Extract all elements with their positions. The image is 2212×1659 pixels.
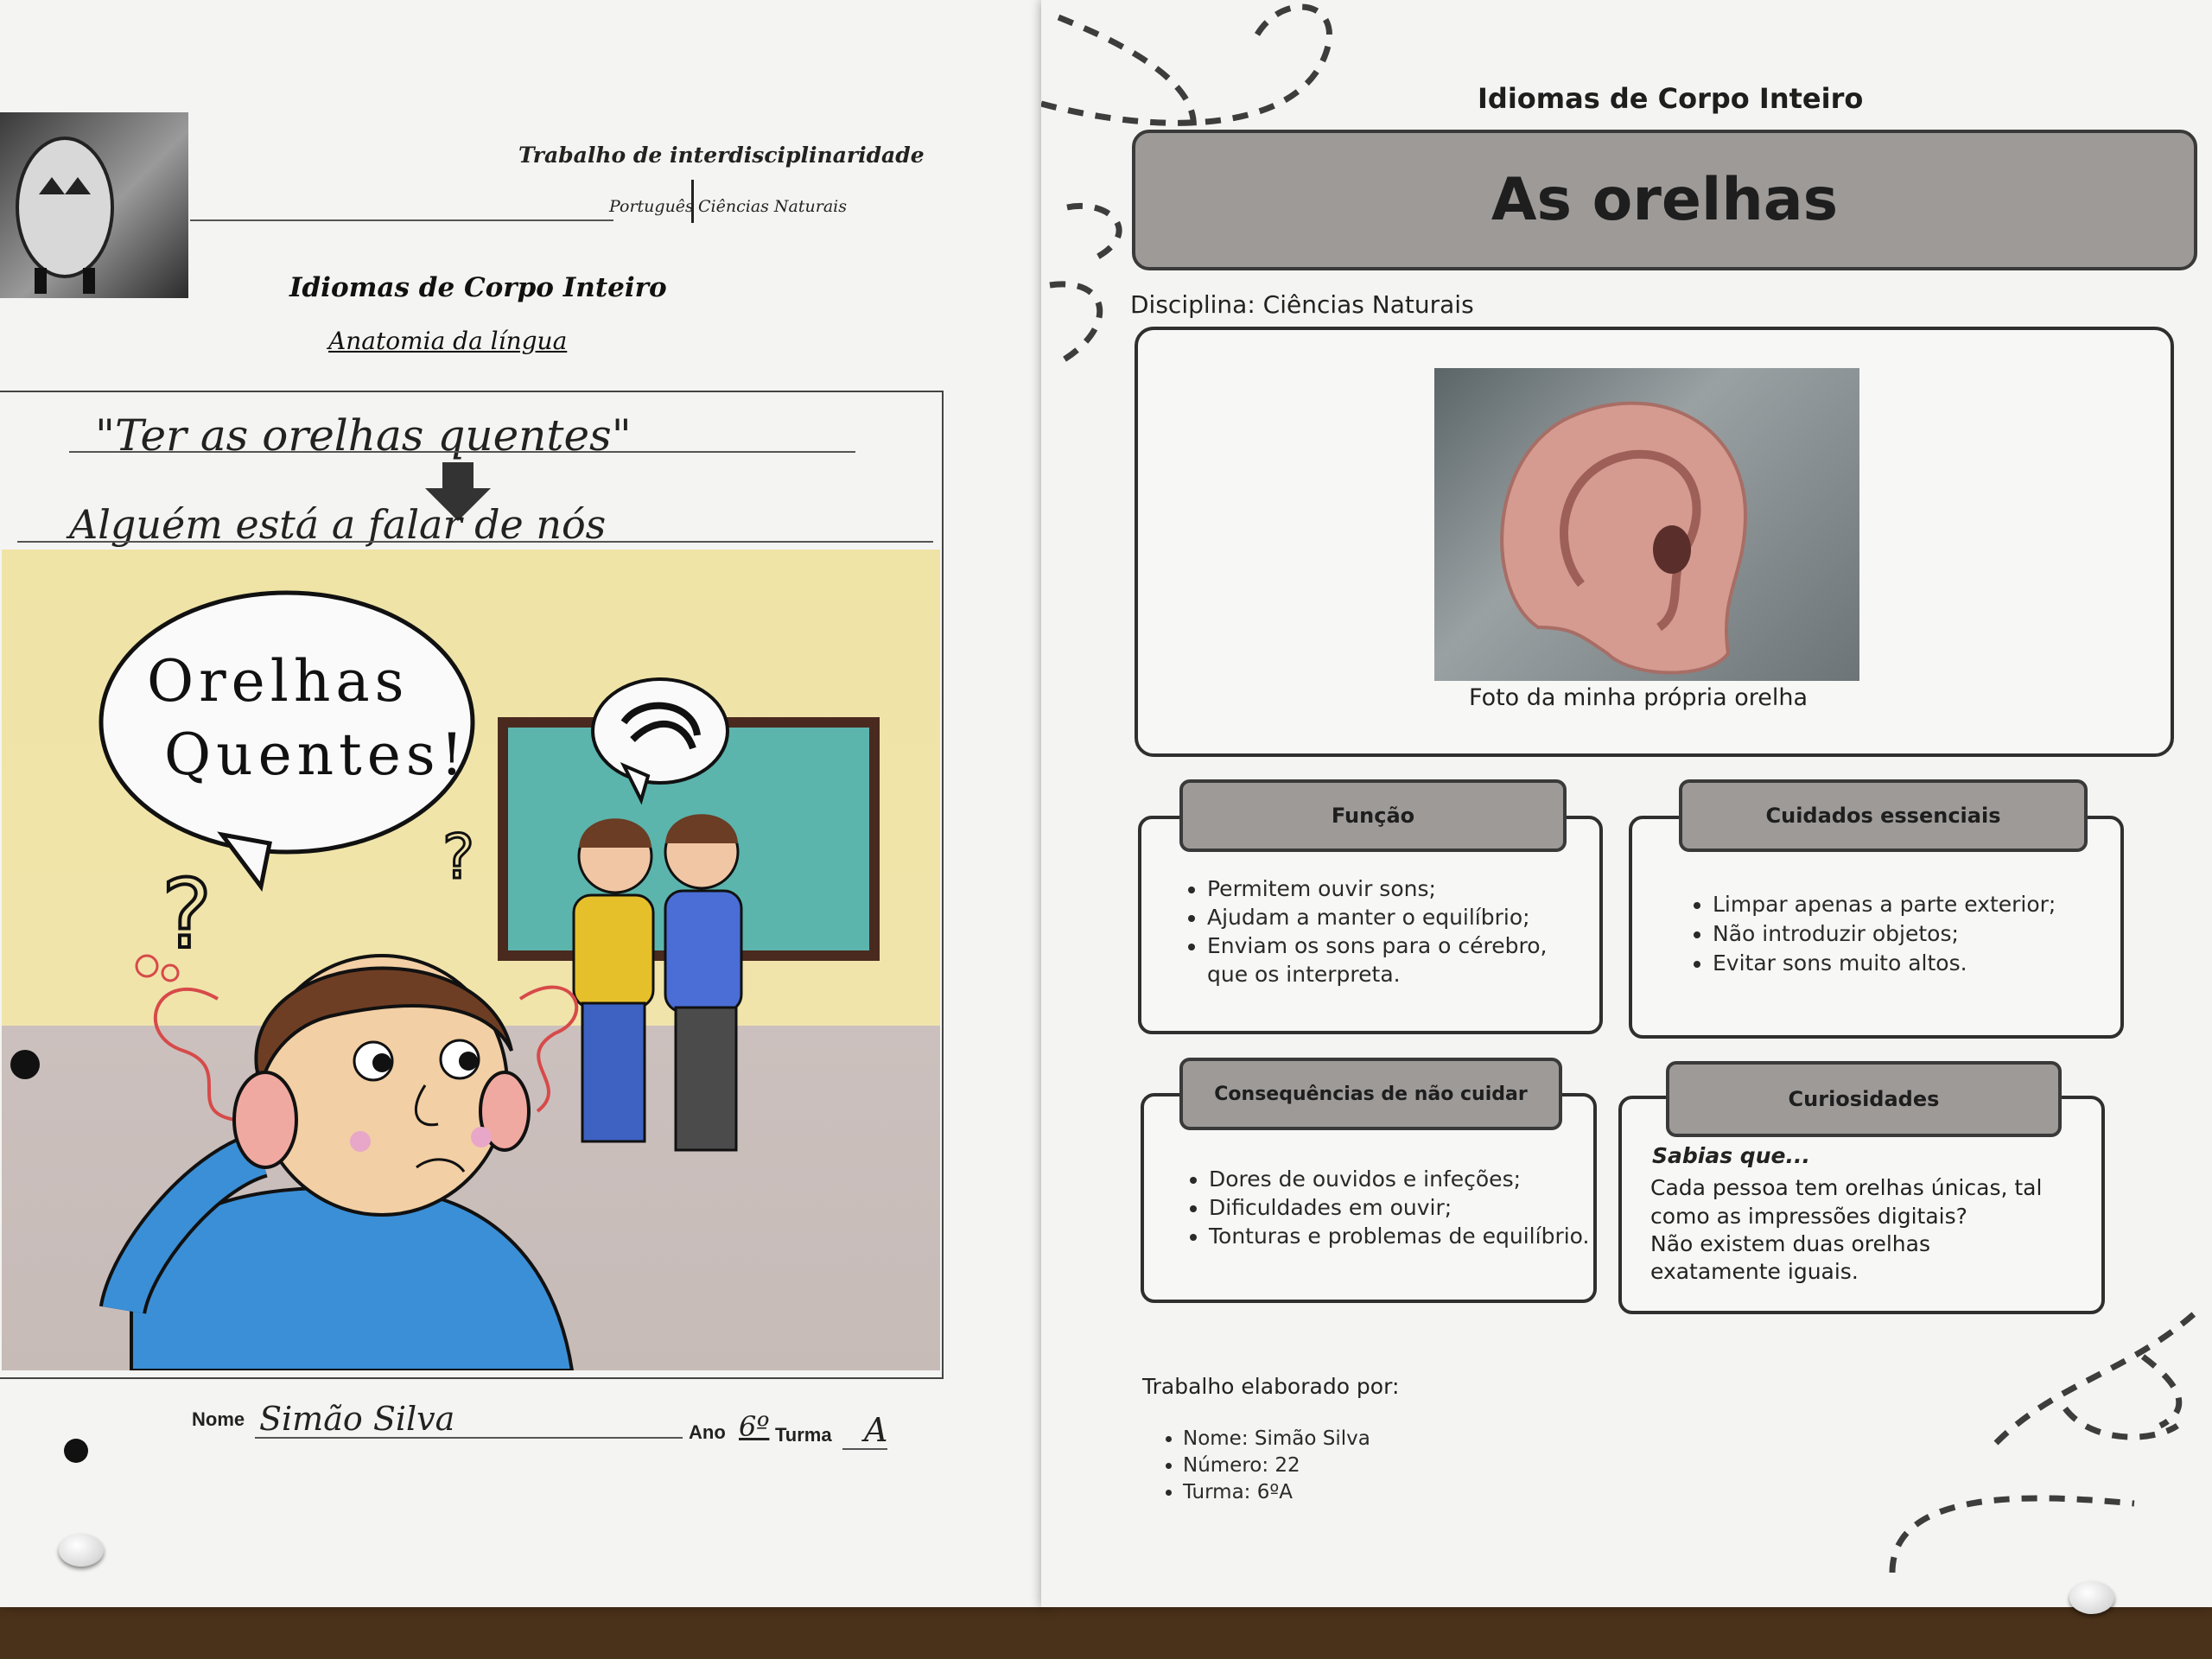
credits-item: • Nome: Simão Silva bbox=[1183, 1426, 1529, 1452]
card-consequencias-item: • Dores de ouvidos e infeções; bbox=[1209, 1165, 1606, 1193]
curiosidades-line-1: Cada pessoa tem orelhas únicas, tal bbox=[1650, 1175, 2043, 1200]
binder-hole-2 bbox=[64, 1439, 88, 1463]
class-label: Turma bbox=[775, 1424, 832, 1446]
credits-item: • Turma: 6ºA bbox=[1183, 1479, 1529, 1506]
poster-title: As orelhas bbox=[1491, 166, 1839, 234]
header-line bbox=[190, 219, 613, 221]
idiom-text: "Ter as orelhas quentes" bbox=[95, 410, 632, 461]
card-cuidados-list bbox=[1683, 890, 2127, 978]
name-label: Nome bbox=[192, 1408, 245, 1430]
svg-text:?: ? bbox=[162, 859, 213, 969]
class-line bbox=[842, 1448, 887, 1450]
header-subject-divider bbox=[691, 180, 694, 223]
credits-label: Trabalho elaborado por: bbox=[1142, 1374, 1400, 1399]
curiosidades-line-2: como as impressões digitais? bbox=[1650, 1204, 1967, 1229]
card-cuidados-title: Cuidados essenciais bbox=[1679, 779, 2088, 852]
bubble-text-line-2: Quentes! bbox=[164, 721, 469, 788]
ear-icon bbox=[1434, 368, 1859, 681]
card-cuidados-item: • Limpar apenas a parte exterior; bbox=[1713, 890, 2127, 919]
card-funcao-item: • Enviam os sons para o cérebro, que os interpreta. bbox=[1207, 931, 1579, 988]
name-line bbox=[255, 1437, 683, 1439]
curiosidades-lead: Sabias que... bbox=[1652, 1143, 1810, 1168]
discipline-label: Disciplina: Ciências Naturais bbox=[1130, 290, 1474, 319]
photo-caption: Foto da minha própria orelha bbox=[1469, 684, 1808, 711]
card-consequencias-item: • Dificuldades em ouvir; bbox=[1209, 1193, 1606, 1222]
meaning-text: Alguém está a falar de nós bbox=[69, 501, 607, 548]
credits-item: • Número: 22 bbox=[1183, 1452, 1529, 1479]
card-cuidados-item: • Não introduzir objetos; bbox=[1713, 919, 2127, 949]
card-consequencias-item: • Tonturas e problemas de equilíbrio. bbox=[1209, 1222, 1606, 1250]
year-label: Ano bbox=[689, 1421, 726, 1443]
left-subtitle: Anatomia da língua bbox=[328, 327, 568, 355]
meaning-line bbox=[17, 541, 933, 543]
illustration bbox=[2, 550, 940, 1370]
card-cuidados-item: • Evitar sons muito altos. bbox=[1713, 949, 2127, 978]
header-subject-ciencias: Ciências Naturais bbox=[698, 197, 847, 216]
dashed-swirl-bottom-right bbox=[1866, 1296, 2212, 1607]
header-subject-portugues: Português bbox=[609, 197, 694, 216]
card-funcao-item: • Permitem ouvir sons; bbox=[1207, 874, 1579, 903]
card-funcao-list bbox=[1178, 874, 1579, 988]
header-photo bbox=[0, 112, 188, 298]
card-funcao-item: • Ajudam a manter o equilíbrio; bbox=[1207, 903, 1579, 931]
bubble-text-line-1: Orelhas bbox=[147, 648, 410, 715]
card-consequencias-list bbox=[1179, 1165, 1606, 1250]
class-value: A bbox=[864, 1411, 888, 1449]
left-worksheet bbox=[0, 0, 1050, 1607]
left-title: Idiomas de Corpo Inteiro bbox=[289, 272, 667, 303]
card-consequencias-title: Consequências de não cuidar bbox=[1179, 1058, 1562, 1130]
header-title: Trabalho de interdisciplinaridade bbox=[518, 143, 925, 168]
card-funcao-title: Função bbox=[1179, 779, 1567, 852]
credits-list bbox=[1154, 1426, 1529, 1506]
ear-photo bbox=[1434, 368, 1859, 681]
push-pin-left bbox=[59, 1534, 104, 1567]
curiosidades-line-3: Não existem duas orelhas bbox=[1650, 1231, 1930, 1256]
name-value: Simão Silva bbox=[259, 1400, 455, 1438]
svg-text:?: ? bbox=[442, 822, 475, 893]
egg-figure-icon bbox=[0, 112, 188, 298]
poster-title-banner bbox=[1132, 130, 2197, 270]
card-curiosidades-title: Curiosidades bbox=[1666, 1061, 2062, 1137]
poster-header: Idiomas de Corpo Inteiro bbox=[1478, 82, 1864, 115]
push-pin-right bbox=[2069, 1581, 2114, 1614]
right-poster bbox=[1041, 0, 2212, 1607]
curiosidades-line-4: exatamente iguais. bbox=[1650, 1259, 1859, 1284]
year-value: 6º bbox=[739, 1410, 770, 1443]
illustration-drawing bbox=[2, 550, 940, 1370]
binder-hole-1 bbox=[10, 1050, 40, 1079]
idiom-line bbox=[69, 451, 855, 453]
